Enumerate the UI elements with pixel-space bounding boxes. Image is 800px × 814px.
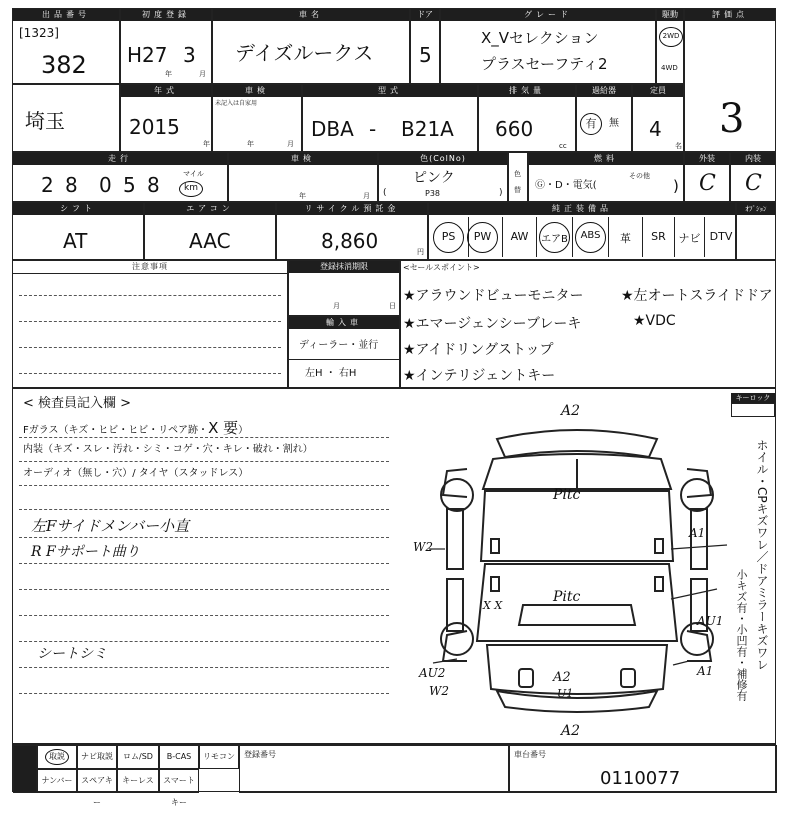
ac-cell: エアコン AAC bbox=[144, 202, 276, 260]
footer-item: スペアキー bbox=[77, 769, 117, 793]
doors: 5 bbox=[419, 43, 432, 67]
handwritten-note: 左Fサイドメンバー小直 bbox=[31, 517, 190, 535]
lot-number: 382 bbox=[41, 51, 87, 79]
lot-cell: 出品番号 [1323] 382 bbox=[12, 8, 120, 84]
footer-item: ナンバー bbox=[37, 769, 77, 793]
keylock-box bbox=[731, 403, 775, 417]
equip-leather: 革 bbox=[609, 217, 643, 257]
type-code: B21A bbox=[401, 117, 454, 141]
sales-point: ★アラウンドビューモニター bbox=[403, 288, 584, 304]
chassis-number-cell: 車台番号 0110077 bbox=[509, 745, 777, 793]
import-cell: 輸入車 ディーラー・並行 左H ・ 右H bbox=[288, 316, 400, 388]
damage-mark-roof: Pitc bbox=[553, 589, 581, 605]
interior-grade: C bbox=[745, 171, 762, 196]
footer-item: ロム/SD bbox=[117, 745, 159, 769]
car-name: デイズルークス bbox=[235, 41, 374, 65]
keylock-label: キーロック bbox=[731, 393, 775, 403]
km-unit: km bbox=[179, 181, 203, 197]
score-cell: 評価点 3 bbox=[684, 8, 776, 152]
model-year: 2015 bbox=[129, 115, 180, 139]
mileage-digit: 0 bbox=[99, 173, 112, 197]
type-prefix: DBA bbox=[311, 117, 354, 141]
damage-mark-right-front: A1 bbox=[689, 526, 706, 540]
audio-line: オーディオ（無し・穴）/ タイヤ（スタッドレス） bbox=[23, 468, 249, 479]
drive-4wd: 4WD bbox=[661, 64, 678, 72]
damage-mark-left-front: W2 bbox=[413, 540, 433, 554]
auction-sheet bbox=[12, 8, 776, 807]
equip-airbag: エアB bbox=[537, 217, 573, 257]
sales-point-cell: <セールスポイント> ★アラウンドビューモニター ★左オートスライドドア ★エマージェンシーブレーキ ★VDC ★アイドリングストップ ★インテリジェントキー bbox=[400, 260, 776, 388]
lot-code: [1323] bbox=[19, 26, 59, 40]
color-change-cell: 色 替 bbox=[508, 152, 528, 202]
equip-sunroof: SR bbox=[643, 217, 675, 257]
inspector-title: < 検査員記入欄 > bbox=[23, 396, 132, 411]
drive-cell: 駆動 2WD 4WD bbox=[656, 8, 684, 84]
equipment-cell: 純正装備品 PS PW AW エアB ABS 革 SR ナビ DTV bbox=[428, 202, 736, 260]
recycle-cell: リサイクル預託金 8,860 円 bbox=[276, 202, 428, 260]
sales-point: ★エマージェンシーブレーキ bbox=[403, 316, 582, 332]
vehicle-inspection-cell: 車検 年 月 bbox=[228, 152, 378, 202]
footer-item: ナビ取説 bbox=[77, 745, 117, 769]
equip-pw: PW bbox=[463, 217, 503, 257]
seats: 4 bbox=[649, 117, 662, 141]
footer-item: B-CAS bbox=[159, 745, 199, 769]
mileage-digit: 8 bbox=[147, 173, 160, 197]
equip-dtv: DTV bbox=[709, 230, 733, 243]
notes-row bbox=[12, 260, 776, 388]
exterior-grade: C bbox=[699, 171, 716, 196]
footer-item: 取説 bbox=[37, 745, 77, 769]
side-legend-2: 小キズ有・小凹有・補修有 bbox=[735, 569, 748, 701]
damage-mark-rear-center-2: U1 bbox=[557, 687, 574, 700]
grade-line-1: X_Vセレクション bbox=[481, 29, 599, 47]
damage-mark-left-rear: AU2 bbox=[419, 666, 446, 680]
damage-mark-rear-center: A2 bbox=[553, 670, 571, 685]
ac: AAC bbox=[189, 229, 231, 253]
dealer-option: ディーラー・並行 bbox=[299, 340, 379, 351]
deregistration-cell: 登録抹消期限 月 日 bbox=[288, 260, 400, 316]
damage-mark-right-rear: A1 bbox=[697, 664, 714, 678]
model-year-cell: 年式 2015 年 bbox=[120, 84, 212, 152]
sales-point: ★アイドリングストップ bbox=[403, 342, 554, 358]
displacement: 660 bbox=[495, 117, 534, 141]
chassis-number: 0110077 bbox=[600, 768, 681, 789]
footer-side-label bbox=[13, 745, 37, 793]
reg-month: 3 bbox=[183, 43, 196, 67]
drive-2wd: 2WD bbox=[659, 27, 683, 47]
interior-line: 内装（キズ・スレ・汚れ・シミ・コゲ・穴・キレ・破れ・割れ） bbox=[23, 444, 313, 455]
sales-point: ★左オートスライドドア bbox=[621, 288, 773, 304]
inspector-section bbox=[12, 388, 776, 744]
score: 3 bbox=[719, 96, 745, 142]
handle-option: 左H ・ 右H bbox=[305, 368, 357, 379]
registration-cell: 初度登録 H27 3 年 月 bbox=[120, 8, 212, 84]
option-cell: ｵﾌﾟｼｮﾝ bbox=[736, 202, 776, 260]
exterior-cell: 外装 C bbox=[684, 152, 730, 202]
footer-item: キーレス bbox=[117, 769, 159, 793]
equip-ps: PS bbox=[429, 217, 469, 257]
damage-mark-right-mid: AU1 bbox=[697, 614, 724, 628]
damage-mark-left-rear-2: W2 bbox=[429, 684, 449, 698]
damage-mark-rear: A2 bbox=[561, 723, 581, 739]
footer-item: リモコン bbox=[199, 745, 239, 769]
color-cell: 色(ColNo) ピンク ( P38 ) bbox=[378, 152, 508, 202]
damage-mark-front: A2 bbox=[561, 403, 581, 419]
footer-section bbox=[12, 744, 776, 807]
type-cell: 型式 DBA - B21A bbox=[302, 84, 478, 152]
equip-navi: ナビ bbox=[675, 217, 705, 257]
mileage-row bbox=[12, 152, 776, 202]
turbo-cell: 過給器 有 無 bbox=[576, 84, 632, 152]
spec-row bbox=[12, 84, 776, 152]
equip-abs: ABS bbox=[573, 217, 609, 257]
mileage-digit: 5 bbox=[123, 173, 136, 197]
car-name-cell: 車名 デイズルークス bbox=[212, 8, 410, 84]
seats-cell: 定員 4 名 bbox=[632, 84, 684, 152]
prefecture: 埼玉 bbox=[25, 109, 65, 133]
glass-line: Fガラス（キズ・ヒビ・ヒビ・リペア跡・X 要） bbox=[23, 419, 249, 437]
fuel-options: Ⓖ・D・電気( bbox=[535, 180, 597, 191]
car-diagram bbox=[413, 399, 727, 739]
color-code: P38 bbox=[425, 189, 441, 198]
mileage-digit: 2 bbox=[41, 173, 54, 197]
reg-period-cell: 車検 未記入は自家用 年 月 bbox=[212, 84, 302, 152]
fuel-cell: 燃料 Ⓖ・D・電気( その他 ) bbox=[528, 152, 684, 202]
shift-cell: シフト AT bbox=[12, 202, 144, 260]
sales-point: ★VDC bbox=[633, 313, 676, 329]
color: ピンク bbox=[413, 170, 455, 186]
handwritten-note: シートシミ bbox=[37, 646, 107, 662]
turbo-yes: 有 bbox=[580, 113, 602, 135]
recycle-fee: 8,860 bbox=[321, 229, 379, 253]
sales-point: ★インテリジェントキー bbox=[403, 368, 556, 384]
doors-cell: ドア 5 bbox=[410, 8, 440, 84]
mileage-cell: 走行 2 8 0 5 8 マイル km bbox=[12, 152, 228, 202]
equip-aw: AW bbox=[503, 217, 537, 257]
equipment-row bbox=[12, 202, 776, 260]
mileage-digit: 8 bbox=[65, 173, 78, 197]
prefecture-cell bbox=[12, 84, 120, 152]
side-legend: ホイル・CPキズワレ／ドアミラーキズワレ bbox=[755, 439, 769, 671]
turbo-no: 無 bbox=[609, 118, 619, 129]
era-year: H27 bbox=[127, 43, 168, 67]
handwritten-note: R Fサポート曲り bbox=[31, 544, 140, 560]
displacement-cell: 排気量 660 cc bbox=[478, 84, 576, 152]
damage-mark-xx: X X bbox=[483, 599, 503, 612]
notes-cell: 注意事項 bbox=[12, 260, 288, 388]
interior-cell: 内装 C bbox=[730, 152, 776, 202]
registration-number-cell: 登録番号 bbox=[239, 745, 509, 793]
footer-item: スマートキー bbox=[159, 769, 199, 793]
shift: AT bbox=[63, 229, 88, 253]
grade-line-2: プラスセーフティ2 bbox=[481, 55, 608, 73]
damage-mark-hood: Pitc bbox=[553, 487, 581, 503]
grade-cell: グレード X_Vセレクション プラスセーフティ2 bbox=[440, 8, 656, 84]
